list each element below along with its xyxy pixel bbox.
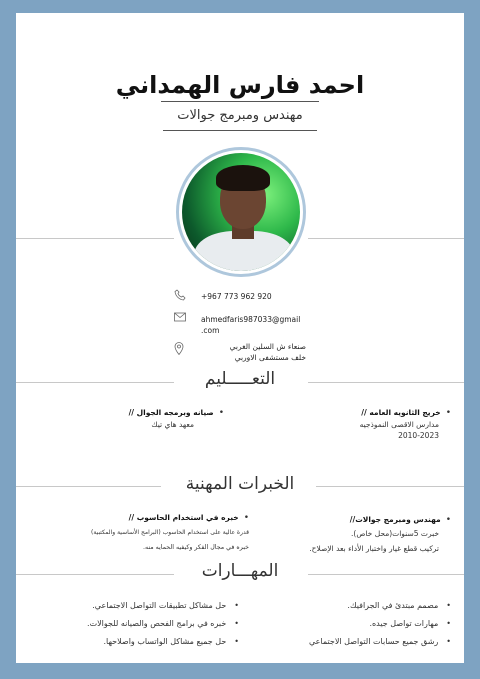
address [200,341,306,363]
person-name: احمد فارس الهمداني [115,71,365,99]
skill-item: •خبره في برامج الفحص والصيانه للجوالات. [87,619,239,628]
experience-item-computer: •خبره في استخدام الحاسوب // قدرة عالية على استخدام الحاسوب (البرامج الأساسية والمكتبية) خبره في مجال الفكر وكيفيه الحمايه منه. [34,512,249,553]
divider-left [16,238,174,239]
experience-computer-line1: قدرة عالية على استخدام الحاسوب (البرامج الأساسية والمكتبية) [91,529,249,536]
skill-item: •مهارات تواصل جيده. [369,619,451,628]
profile-photo [182,153,300,271]
education-item-highschool: •خريج الثانويه العامه // مدارس الاقصى النموذجيه 2010-2023 [291,407,451,441]
skill-item: •مصمم مبتدئ في الجرافيك. [347,601,451,610]
job-title-underline [163,130,317,131]
experience-computer-line2: خبره في مجال الفكر وكيفيه الحمايه منه. [142,544,249,551]
experience-engineer-years: خبرت 5سنوات(محل خاص). [351,529,439,538]
education-highschool-school: مدارس الاقصى النموذجيه [359,420,439,429]
email-line-2: .com [201,326,220,335]
education-highschool-years: 2010-2023 [398,431,439,440]
education-heading: التعـــــليم [204,369,276,389]
skill-item: •حل جميع مشاكل الواتساب واصلاحها. [103,637,239,646]
name-underline [161,101,319,102]
education-mobile-title: صيانه وبرمجه الجوال // [128,408,214,417]
email-address [201,314,313,336]
skills-heading: المهـــارات [201,561,279,581]
experience-computer-title: خبره في استخدام الحاسوب // [128,513,239,522]
job-title: مهندس ومبرمج جوالات [177,108,303,123]
address-line-2: خلف مستشفى الاوربي [234,353,306,362]
cv-page [16,13,464,663]
experience-item-engineer: •مهندس ومبرمج جوالات// خبرت 5سنوات(محل خاص). تركيب قطع غيار واختبار الأداء بعد الإصلاح. [276,514,451,554]
education-item-mobile: •صيانه وبرمجه الجوال // معهد هاي تيك [74,407,224,430]
skill-item: •رشق جميع حسابات التواصل الاجتماعي [308,637,451,646]
address-line-1: صنعاء ش السلين الغربي [229,342,306,351]
location-icon [174,342,188,356]
phone-number: +967 773 962 920 [201,292,272,301]
experience-heading: الخبرات المهنية [185,474,295,494]
phone-icon [174,289,188,303]
profile-photo-frame [176,147,306,277]
divider-right [308,238,464,239]
mail-icon [174,312,188,326]
education-highschool-title: خريج الثانويه العامه // [361,408,441,417]
education-mobile-institute: معهد هاي تيك [151,420,194,429]
email-line-1: ahmedfaris987033@gmail [201,315,301,324]
experience-engineer-title: مهندس ومبرمج جوالات// [349,515,441,524]
experience-engineer-detail: تركيب قطع غيار واختبار الأداء بعد الإصلاح. [309,544,439,553]
skill-item: •حل مشاكل تطبيقات التواصل الاجتماعي. [92,601,239,610]
